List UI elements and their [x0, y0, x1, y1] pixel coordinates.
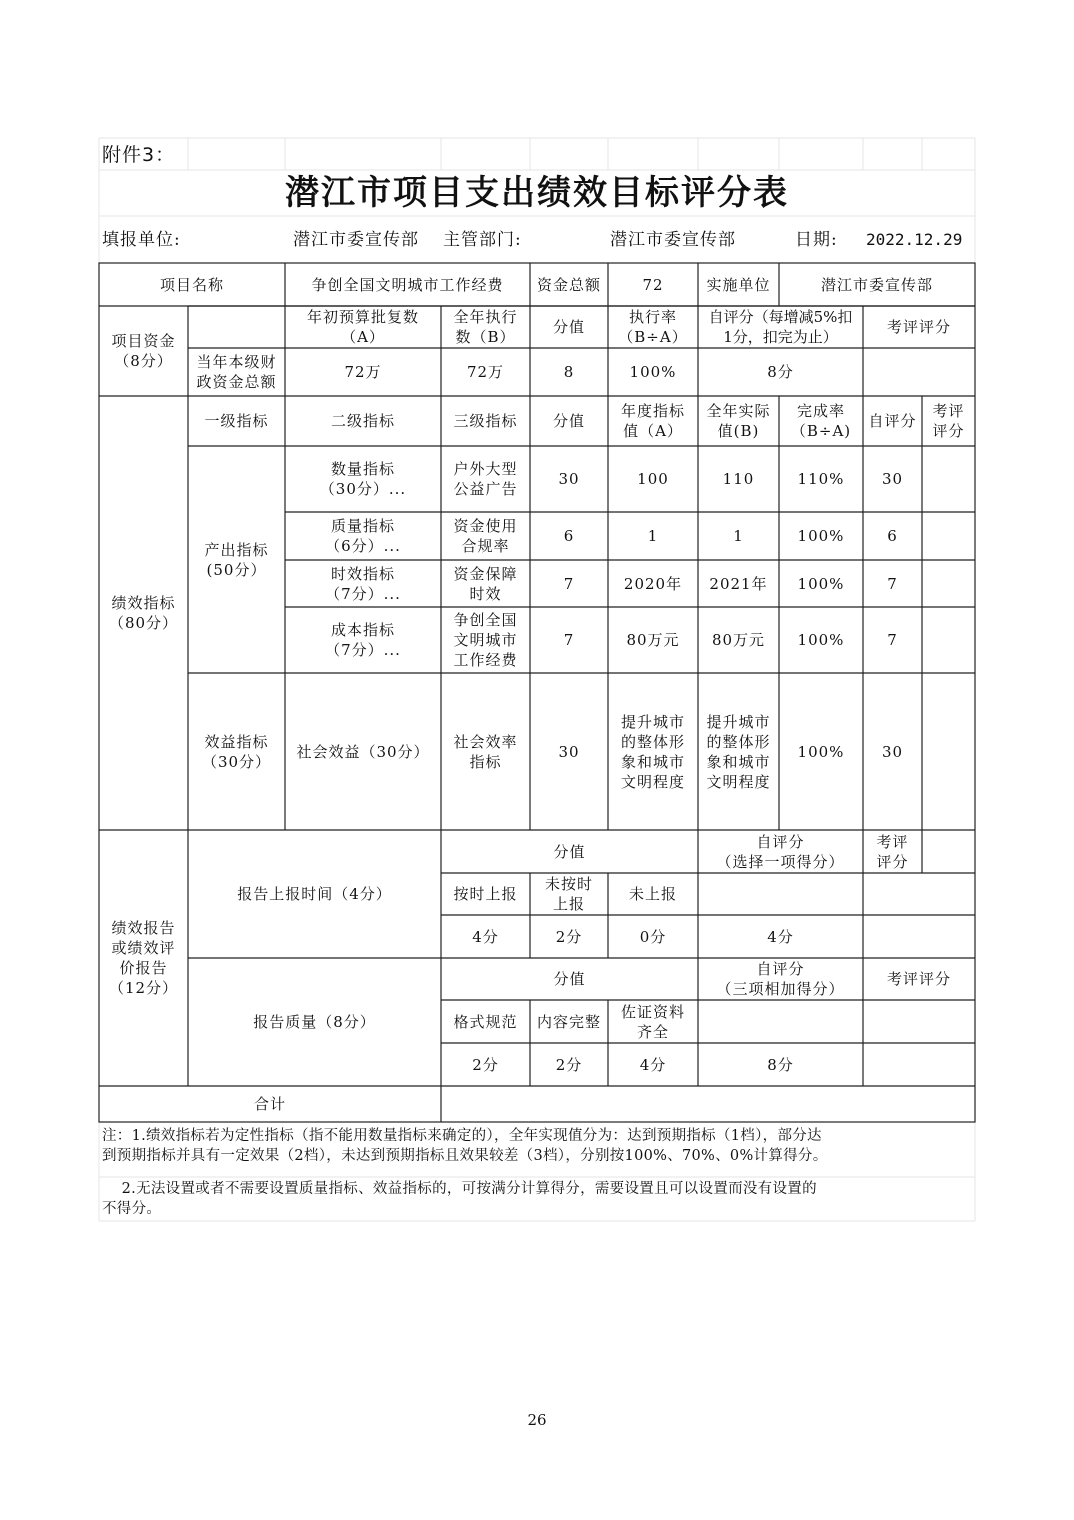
row3-l2: 成本指标 （7分）... [325, 621, 401, 659]
total-row-label: 合计 [253, 1095, 286, 1113]
report-quality-val-2: 4分 [639, 1055, 667, 1074]
report-time-review-header: 考评 评分 [876, 832, 909, 871]
report-time-label: 报告上报时间（4分） [237, 885, 392, 903]
funds-col-rate: 执行率 （B÷A） [618, 308, 688, 346]
report-quality-self-header: 自评分 （三项相加得分） [716, 960, 845, 998]
funds-self: 8分 [767, 363, 794, 381]
row3-actual: 80万元 [711, 631, 766, 649]
report-time-val-1: 2分 [555, 927, 583, 946]
report-quality-val-0: 2分 [472, 1055, 499, 1074]
funds-row-label: 当年本级财 政资金总额 [196, 353, 277, 391]
benefit-l3: 社会效率 指标 [453, 732, 518, 771]
funds-col-exec: 全年执行 数（B） [453, 308, 518, 346]
benefit-l2: 社会效益（30分） [296, 742, 430, 761]
benefit-l1: 效益指标 （30分） [201, 732, 272, 771]
report-quality-score-header: 分值 [553, 970, 586, 988]
report-quality-label: 报告质量（8分） [253, 1013, 376, 1031]
funds-section-label: 项目资金 （8分） [111, 332, 176, 370]
perf-header-l2: 二级指标 [330, 412, 395, 430]
funds-col-budget: 年初预算批复数 （A） [306, 308, 419, 346]
fill-unit-value: 潜江市委宣传部 [293, 230, 419, 250]
report-quality-opt-2: 佐证资料 齐全 [620, 1002, 685, 1041]
total-label: 资金总额 [536, 275, 601, 294]
report-quality-opt-0: 格式规范 [453, 1012, 518, 1031]
report-time-val-2: 0分 [639, 927, 667, 946]
row0-l3: 户外大型 公益广告 [453, 460, 518, 498]
row3-l3: 争创全国 文明城市 工作经费 [453, 611, 518, 669]
report-time-self: 4分 [767, 927, 794, 946]
report-quality-self: 8分 [767, 1055, 794, 1074]
row1-score: 6 [563, 527, 575, 545]
project-name-label: 项目名称 [159, 275, 224, 294]
perf-header-actual: 全年实际 值(B) [706, 402, 771, 440]
report-time-opt-1: 未按时 上报 [544, 875, 593, 913]
funds-exec: 72万 [466, 363, 505, 381]
perf-section-label: 绩效指标 （80分） [108, 594, 179, 632]
row2-l2: 时效指标 （7分）... [325, 564, 401, 603]
report-quality-opt-1: 内容完整 [536, 1012, 601, 1031]
funds-col-self: 自评分（每增减5%扣 1分，扣完为止） [708, 308, 853, 346]
date-label: 日期: [795, 230, 838, 250]
benefit-score: 30 [558, 742, 580, 761]
row0-target: 100 [637, 470, 669, 488]
perf-header-l3: 三级指标 [453, 412, 518, 430]
perf-header-target: 年度指标 值（A） [620, 402, 685, 440]
row1-l3: 资金使用 合规率 [453, 517, 518, 555]
report-time-score-header: 分值 [553, 842, 586, 861]
funds-score: 8 [563, 363, 575, 381]
benefit-actual: 提升城市 的整体形 象和城市 文明程度 [706, 712, 771, 791]
row3-target: 80万元 [626, 631, 680, 649]
output-indicator-label: 产出指标 (50分） [204, 540, 269, 579]
report-quality-review-header: 考评评分 [886, 970, 951, 988]
impl-value: 潜江市委宣传部 [820, 275, 933, 294]
benefit-self: 30 [881, 742, 904, 761]
report-section-label: 绩效报告 或绩效评 价报告 （12分） [108, 919, 179, 997]
funds-col-review: 考评评分 [886, 318, 951, 336]
row0-self: 30 [881, 470, 904, 488]
page-title: 潜江市项目支出绩效目标评分表 [285, 173, 789, 213]
row2-actual: 2021年 [709, 574, 768, 593]
perf-header-review: 考评 评分 [932, 402, 965, 440]
row1-self: 6 [887, 527, 898, 545]
row0-l2: 数量指标 （30分）... [319, 460, 407, 498]
perf-header-score: 分值 [552, 412, 585, 430]
row1-actual: 1 [733, 527, 744, 545]
perf-header-l1: 一级指标 [204, 412, 269, 430]
attachment-label: 附件3： [102, 144, 176, 166]
row1-rate: 100% [797, 527, 845, 545]
row1-l2: 质量指标 （6分）... [325, 517, 401, 555]
funds-budget: 72万 [344, 363, 382, 381]
row3-score: 7 [563, 631, 575, 649]
impl-label: 实施单位 [706, 275, 771, 294]
row2-score: 7 [563, 574, 575, 593]
report-quality-val-1: 2分 [555, 1055, 583, 1074]
note-1: 注：1.绩效指标若为定性指标（指不能用数量指标来确定的），全年实现值分为：达到预期指标（1档），部分达 到预期指标并具有一定效果（2档），未达到预期指标且效果较差（3档），分别按100%、70%、0%计算得分。 [102, 1128, 828, 1164]
benefit-rate: 100% [797, 742, 845, 761]
row3-rate: 100% [797, 631, 845, 649]
page-number: 26 [527, 1411, 547, 1429]
row3-self: 7 [887, 631, 898, 649]
funds-rate: 100% [629, 363, 677, 381]
report-time-val-0: 4分 [472, 927, 499, 946]
date-value: 2022.12.29 [866, 230, 963, 249]
row2-self: 7 [887, 574, 898, 593]
row0-rate: 110% [797, 470, 845, 488]
row2-target: 2020年 [623, 574, 683, 593]
row0-score: 30 [558, 470, 580, 488]
report-time-opt-2: 未上报 [628, 885, 677, 903]
total-value: 72 [642, 275, 664, 294]
perf-header-self: 自评分 [868, 412, 917, 430]
dept-value: 潜江市委宣传部 [610, 230, 736, 250]
note-2: 2.无法设置或者不需要设置质量指标、效益指标的，可按满分计算得分，需要设置且可以设置而没有设置的 不得分。 [102, 1181, 817, 1217]
row0-actual: 110 [722, 470, 755, 488]
benefit-target: 提升城市 的整体形 象和城市 文明程度 [620, 712, 685, 791]
perf-header-rate: 完成率 （B÷A) [790, 402, 852, 440]
row2-l3: 资金保障 时效 [453, 564, 518, 603]
row2-rate: 100% [797, 574, 845, 593]
dept-label: 主管部门: [443, 230, 522, 250]
fill-unit-label: 填报单位: [102, 230, 181, 250]
project-name-value: 争创全国文明城市工作经费 [311, 275, 504, 294]
row1-target: 1 [647, 527, 659, 545]
funds-col-score: 分值 [552, 318, 585, 336]
report-time-opt-0: 按时上报 [453, 885, 518, 903]
report-time-self-header: 自评分 （选择一项得分） [716, 832, 845, 871]
